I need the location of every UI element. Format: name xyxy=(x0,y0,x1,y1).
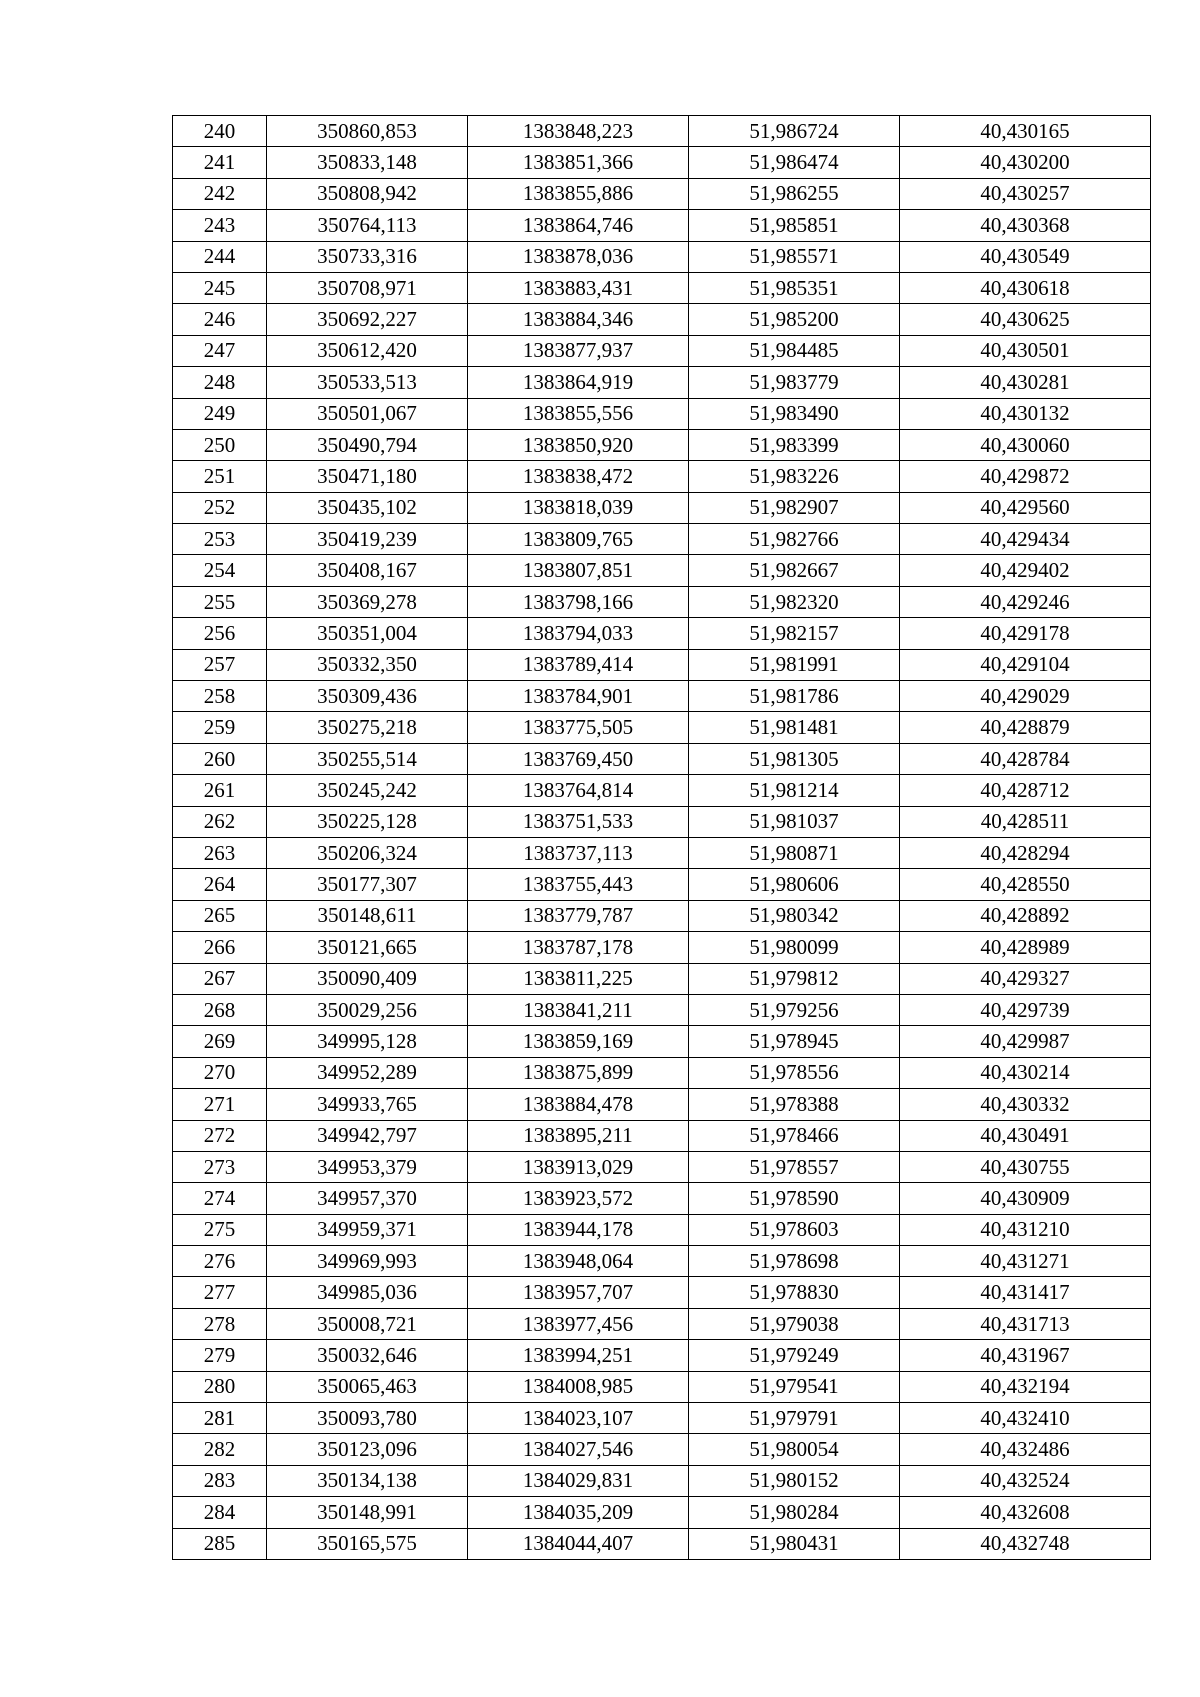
latitude-cell: 51,979038 xyxy=(689,1308,900,1339)
table-row xyxy=(173,524,1151,555)
point-number-cell: 248 xyxy=(173,367,267,398)
longitude-cell: 40,430060 xyxy=(900,429,1151,460)
table-row xyxy=(173,618,1151,649)
latitude-cell: 51,986255 xyxy=(689,178,900,209)
point-number-cell: 242 xyxy=(173,178,267,209)
table-row xyxy=(173,555,1151,586)
longitude-cell: 40,429872 xyxy=(900,461,1151,492)
y-coordinate-cell: 1383775,505 xyxy=(468,712,689,743)
y-coordinate-cell: 1383859,169 xyxy=(468,1026,689,1057)
longitude-cell: 40,430214 xyxy=(900,1057,1151,1088)
y-coordinate-cell: 1383848,223 xyxy=(468,116,689,147)
longitude-cell: 40,430257 xyxy=(900,178,1151,209)
longitude-cell: 40,431713 xyxy=(900,1308,1151,1339)
x-coordinate-cell: 350764,113 xyxy=(267,210,468,241)
table-row xyxy=(173,900,1151,931)
x-coordinate-cell: 350309,436 xyxy=(267,681,468,712)
latitude-cell: 51,985200 xyxy=(689,304,900,335)
y-coordinate-cell: 1383787,178 xyxy=(468,932,689,963)
latitude-cell: 51,979256 xyxy=(689,994,900,1025)
point-number-cell: 257 xyxy=(173,649,267,680)
table-row xyxy=(173,1434,1151,1465)
point-number-cell: 276 xyxy=(173,1246,267,1277)
y-coordinate-cell: 1383875,899 xyxy=(468,1057,689,1088)
table-row xyxy=(173,116,1151,147)
point-number-cell: 251 xyxy=(173,461,267,492)
x-coordinate-cell: 350275,218 xyxy=(267,712,468,743)
x-coordinate-cell: 350032,646 xyxy=(267,1340,468,1371)
latitude-cell: 51,980342 xyxy=(689,900,900,931)
point-number-cell: 253 xyxy=(173,524,267,555)
table-row xyxy=(173,1183,1151,1214)
x-coordinate-cell: 350369,278 xyxy=(267,586,468,617)
table-row xyxy=(173,1089,1151,1120)
y-coordinate-cell: 1383878,036 xyxy=(468,241,689,272)
y-coordinate-cell: 1384008,985 xyxy=(468,1371,689,1402)
longitude-cell: 40,430281 xyxy=(900,367,1151,398)
table-row xyxy=(173,304,1151,335)
y-coordinate-cell: 1383764,814 xyxy=(468,775,689,806)
x-coordinate-cell: 350165,575 xyxy=(267,1528,468,1559)
table-row xyxy=(173,775,1151,806)
y-coordinate-cell: 1383994,251 xyxy=(468,1340,689,1371)
latitude-cell: 51,980099 xyxy=(689,932,900,963)
point-number-cell: 264 xyxy=(173,869,267,900)
x-coordinate-cell: 350860,853 xyxy=(267,116,468,147)
x-coordinate-cell: 350708,971 xyxy=(267,272,468,303)
table-row xyxy=(173,743,1151,774)
latitude-cell: 51,978945 xyxy=(689,1026,900,1057)
table-row xyxy=(173,806,1151,837)
latitude-cell: 51,982766 xyxy=(689,524,900,555)
y-coordinate-cell: 1383884,346 xyxy=(468,304,689,335)
longitude-cell: 40,432486 xyxy=(900,1434,1151,1465)
latitude-cell: 51,979541 xyxy=(689,1371,900,1402)
longitude-cell: 40,431967 xyxy=(900,1340,1151,1371)
point-number-cell: 265 xyxy=(173,900,267,931)
y-coordinate-cell: 1383755,443 xyxy=(468,869,689,900)
table-row xyxy=(173,1371,1151,1402)
longitude-cell: 40,432410 xyxy=(900,1403,1151,1434)
point-number-cell: 263 xyxy=(173,837,267,868)
latitude-cell: 51,978603 xyxy=(689,1214,900,1245)
table-row xyxy=(173,837,1151,868)
latitude-cell: 51,985351 xyxy=(689,272,900,303)
longitude-cell: 40,429739 xyxy=(900,994,1151,1025)
longitude-cell: 40,430200 xyxy=(900,147,1151,178)
coordinates-table-body xyxy=(173,116,1151,1560)
x-coordinate-cell: 350471,180 xyxy=(267,461,468,492)
latitude-cell: 51,983779 xyxy=(689,367,900,398)
x-coordinate-cell: 349933,765 xyxy=(267,1089,468,1120)
latitude-cell: 51,981037 xyxy=(689,806,900,837)
point-number-cell: 252 xyxy=(173,492,267,523)
point-number-cell: 241 xyxy=(173,147,267,178)
x-coordinate-cell: 350225,128 xyxy=(267,806,468,837)
latitude-cell: 51,982157 xyxy=(689,618,900,649)
longitude-cell: 40,430909 xyxy=(900,1183,1151,1214)
x-coordinate-cell: 350533,513 xyxy=(267,367,468,398)
x-coordinate-cell: 349953,379 xyxy=(267,1151,468,1182)
point-number-cell: 249 xyxy=(173,398,267,429)
point-number-cell: 262 xyxy=(173,806,267,837)
x-coordinate-cell: 350065,463 xyxy=(267,1371,468,1402)
x-coordinate-cell: 350733,316 xyxy=(267,241,468,272)
longitude-cell: 40,428892 xyxy=(900,900,1151,931)
point-number-cell: 284 xyxy=(173,1497,267,1528)
y-coordinate-cell: 1383851,366 xyxy=(468,147,689,178)
point-number-cell: 279 xyxy=(173,1340,267,1371)
y-coordinate-cell: 1383798,166 xyxy=(468,586,689,617)
latitude-cell: 51,982667 xyxy=(689,555,900,586)
point-number-cell: 258 xyxy=(173,681,267,712)
point-number-cell: 273 xyxy=(173,1151,267,1182)
table-row xyxy=(173,241,1151,272)
table-row xyxy=(173,1151,1151,1182)
table-row xyxy=(173,1026,1151,1057)
point-number-cell: 282 xyxy=(173,1434,267,1465)
latitude-cell: 51,980152 xyxy=(689,1465,900,1496)
y-coordinate-cell: 1383779,787 xyxy=(468,900,689,931)
longitude-cell: 40,428294 xyxy=(900,837,1151,868)
point-number-cell: 277 xyxy=(173,1277,267,1308)
latitude-cell: 51,983399 xyxy=(689,429,900,460)
table-row xyxy=(173,1497,1151,1528)
point-number-cell: 274 xyxy=(173,1183,267,1214)
latitude-cell: 51,978830 xyxy=(689,1277,900,1308)
longitude-cell: 40,430501 xyxy=(900,335,1151,366)
longitude-cell: 40,429987 xyxy=(900,1026,1151,1057)
point-number-cell: 266 xyxy=(173,932,267,963)
y-coordinate-cell: 1383855,556 xyxy=(468,398,689,429)
y-coordinate-cell: 1383807,851 xyxy=(468,555,689,586)
y-coordinate-cell: 1383789,414 xyxy=(468,649,689,680)
longitude-cell: 40,429246 xyxy=(900,586,1151,617)
table-row xyxy=(173,367,1151,398)
x-coordinate-cell: 350692,227 xyxy=(267,304,468,335)
y-coordinate-cell: 1383884,478 xyxy=(468,1089,689,1120)
table-row xyxy=(173,461,1151,492)
table-row xyxy=(173,1057,1151,1088)
latitude-cell: 51,981305 xyxy=(689,743,900,774)
table-row xyxy=(173,586,1151,617)
latitude-cell: 51,980871 xyxy=(689,837,900,868)
x-coordinate-cell: 349957,370 xyxy=(267,1183,468,1214)
y-coordinate-cell: 1383977,456 xyxy=(468,1308,689,1339)
longitude-cell: 40,429029 xyxy=(900,681,1151,712)
x-coordinate-cell: 349985,036 xyxy=(267,1277,468,1308)
longitude-cell: 40,432608 xyxy=(900,1497,1151,1528)
y-coordinate-cell: 1383864,746 xyxy=(468,210,689,241)
x-coordinate-cell: 350148,611 xyxy=(267,900,468,931)
y-coordinate-cell: 1383818,039 xyxy=(468,492,689,523)
y-coordinate-cell: 1383948,064 xyxy=(468,1246,689,1277)
longitude-cell: 40,431271 xyxy=(900,1246,1151,1277)
longitude-cell: 40,429327 xyxy=(900,963,1151,994)
point-number-cell: 267 xyxy=(173,963,267,994)
longitude-cell: 40,432748 xyxy=(900,1528,1151,1559)
y-coordinate-cell: 1383850,920 xyxy=(468,429,689,460)
longitude-cell: 40,431417 xyxy=(900,1277,1151,1308)
y-coordinate-cell: 1383811,225 xyxy=(468,963,689,994)
latitude-cell: 51,980054 xyxy=(689,1434,900,1465)
table-row xyxy=(173,1214,1151,1245)
latitude-cell: 51,981786 xyxy=(689,681,900,712)
point-number-cell: 255 xyxy=(173,586,267,617)
point-number-cell: 259 xyxy=(173,712,267,743)
latitude-cell: 51,979791 xyxy=(689,1403,900,1434)
y-coordinate-cell: 1383841,211 xyxy=(468,994,689,1025)
point-number-cell: 281 xyxy=(173,1403,267,1434)
table-row xyxy=(173,272,1151,303)
longitude-cell: 40,429434 xyxy=(900,524,1151,555)
table-row xyxy=(173,1528,1151,1559)
longitude-cell: 40,430132 xyxy=(900,398,1151,429)
latitude-cell: 51,978590 xyxy=(689,1183,900,1214)
table-row xyxy=(173,1308,1151,1339)
table-row xyxy=(173,1340,1151,1371)
x-coordinate-cell: 350419,239 xyxy=(267,524,468,555)
point-number-cell: 261 xyxy=(173,775,267,806)
x-coordinate-cell: 349995,128 xyxy=(267,1026,468,1057)
longitude-cell: 40,430491 xyxy=(900,1120,1151,1151)
latitude-cell: 51,981481 xyxy=(689,712,900,743)
table-row xyxy=(173,649,1151,680)
latitude-cell: 51,982320 xyxy=(689,586,900,617)
table-row xyxy=(173,492,1151,523)
x-coordinate-cell: 350351,004 xyxy=(267,618,468,649)
latitude-cell: 51,978388 xyxy=(689,1089,900,1120)
point-number-cell: 254 xyxy=(173,555,267,586)
x-coordinate-cell: 349942,797 xyxy=(267,1120,468,1151)
y-coordinate-cell: 1383855,886 xyxy=(468,178,689,209)
x-coordinate-cell: 349969,993 xyxy=(267,1246,468,1277)
table-row xyxy=(173,681,1151,712)
x-coordinate-cell: 350435,102 xyxy=(267,492,468,523)
y-coordinate-cell: 1383883,431 xyxy=(468,272,689,303)
x-coordinate-cell: 350808,942 xyxy=(267,178,468,209)
latitude-cell: 51,983490 xyxy=(689,398,900,429)
longitude-cell: 40,429178 xyxy=(900,618,1151,649)
longitude-cell: 40,429402 xyxy=(900,555,1151,586)
x-coordinate-cell: 350008,721 xyxy=(267,1308,468,1339)
x-coordinate-cell: 350490,794 xyxy=(267,429,468,460)
longitude-cell: 40,428712 xyxy=(900,775,1151,806)
latitude-cell: 51,983226 xyxy=(689,461,900,492)
point-number-cell: 271 xyxy=(173,1089,267,1120)
y-coordinate-cell: 1383944,178 xyxy=(468,1214,689,1245)
y-coordinate-cell: 1383864,919 xyxy=(468,367,689,398)
x-coordinate-cell: 350255,514 xyxy=(267,743,468,774)
point-number-cell: 275 xyxy=(173,1214,267,1245)
table-row xyxy=(173,1465,1151,1496)
point-number-cell: 246 xyxy=(173,304,267,335)
x-coordinate-cell: 350121,665 xyxy=(267,932,468,963)
point-number-cell: 260 xyxy=(173,743,267,774)
y-coordinate-cell: 1384044,407 xyxy=(468,1528,689,1559)
y-coordinate-cell: 1384023,107 xyxy=(468,1403,689,1434)
x-coordinate-cell: 350029,256 xyxy=(267,994,468,1025)
x-coordinate-cell: 350177,307 xyxy=(267,869,468,900)
y-coordinate-cell: 1384029,831 xyxy=(468,1465,689,1496)
x-coordinate-cell: 350408,167 xyxy=(267,555,468,586)
y-coordinate-cell: 1383923,572 xyxy=(468,1183,689,1214)
y-coordinate-cell: 1383809,765 xyxy=(468,524,689,555)
x-coordinate-cell: 350206,324 xyxy=(267,837,468,868)
latitude-cell: 51,980431 xyxy=(689,1528,900,1559)
latitude-cell: 51,981214 xyxy=(689,775,900,806)
y-coordinate-cell: 1383794,033 xyxy=(468,618,689,649)
longitude-cell: 40,428550 xyxy=(900,869,1151,900)
longitude-cell: 40,428879 xyxy=(900,712,1151,743)
table-row xyxy=(173,963,1151,994)
y-coordinate-cell: 1383895,211 xyxy=(468,1120,689,1151)
table-row xyxy=(173,869,1151,900)
point-number-cell: 270 xyxy=(173,1057,267,1088)
x-coordinate-cell: 350093,780 xyxy=(267,1403,468,1434)
longitude-cell: 40,430368 xyxy=(900,210,1151,241)
latitude-cell: 51,985851 xyxy=(689,210,900,241)
table-row xyxy=(173,210,1151,241)
longitude-cell: 40,428989 xyxy=(900,932,1151,963)
x-coordinate-cell: 350833,148 xyxy=(267,147,468,178)
point-number-cell: 280 xyxy=(173,1371,267,1402)
point-number-cell: 278 xyxy=(173,1308,267,1339)
longitude-cell: 40,431210 xyxy=(900,1214,1151,1245)
table-row xyxy=(173,712,1151,743)
latitude-cell: 51,984485 xyxy=(689,335,900,366)
x-coordinate-cell: 349952,289 xyxy=(267,1057,468,1088)
y-coordinate-cell: 1384035,209 xyxy=(468,1497,689,1528)
x-coordinate-cell: 350501,067 xyxy=(267,398,468,429)
y-coordinate-cell: 1383769,450 xyxy=(468,743,689,774)
x-coordinate-cell: 349959,371 xyxy=(267,1214,468,1245)
y-coordinate-cell: 1384027,546 xyxy=(468,1434,689,1465)
point-number-cell: 247 xyxy=(173,335,267,366)
longitude-cell: 40,430332 xyxy=(900,1089,1151,1120)
point-number-cell: 250 xyxy=(173,429,267,460)
point-number-cell: 245 xyxy=(173,272,267,303)
latitude-cell: 51,985571 xyxy=(689,241,900,272)
latitude-cell: 51,980284 xyxy=(689,1497,900,1528)
point-number-cell: 283 xyxy=(173,1465,267,1496)
table-row xyxy=(173,994,1151,1025)
table-row xyxy=(173,1277,1151,1308)
point-number-cell: 272 xyxy=(173,1120,267,1151)
longitude-cell: 40,430165 xyxy=(900,116,1151,147)
point-number-cell: 240 xyxy=(173,116,267,147)
table-row xyxy=(173,932,1151,963)
x-coordinate-cell: 350148,991 xyxy=(267,1497,468,1528)
point-number-cell: 268 xyxy=(173,994,267,1025)
x-coordinate-cell: 350090,409 xyxy=(267,963,468,994)
longitude-cell: 40,430755 xyxy=(900,1151,1151,1182)
x-coordinate-cell: 350612,420 xyxy=(267,335,468,366)
y-coordinate-cell: 1383913,029 xyxy=(468,1151,689,1182)
latitude-cell: 51,979812 xyxy=(689,963,900,994)
table-row xyxy=(173,335,1151,366)
coordinates-table xyxy=(172,115,1151,1560)
point-number-cell: 256 xyxy=(173,618,267,649)
table-row xyxy=(173,178,1151,209)
longitude-cell: 40,428511 xyxy=(900,806,1151,837)
latitude-cell: 51,980606 xyxy=(689,869,900,900)
longitude-cell: 40,430618 xyxy=(900,272,1151,303)
longitude-cell: 40,432194 xyxy=(900,1371,1151,1402)
longitude-cell: 40,428784 xyxy=(900,743,1151,774)
latitude-cell: 51,978698 xyxy=(689,1246,900,1277)
point-number-cell: 285 xyxy=(173,1528,267,1559)
point-number-cell: 269 xyxy=(173,1026,267,1057)
x-coordinate-cell: 350134,138 xyxy=(267,1465,468,1496)
y-coordinate-cell: 1383751,533 xyxy=(468,806,689,837)
point-number-cell: 244 xyxy=(173,241,267,272)
table-row xyxy=(173,1403,1151,1434)
y-coordinate-cell: 1383784,901 xyxy=(468,681,689,712)
latitude-cell: 51,978556 xyxy=(689,1057,900,1088)
latitude-cell: 51,979249 xyxy=(689,1340,900,1371)
longitude-cell: 40,432524 xyxy=(900,1465,1151,1496)
longitude-cell: 40,430549 xyxy=(900,241,1151,272)
latitude-cell: 51,986474 xyxy=(689,147,900,178)
y-coordinate-cell: 1383737,113 xyxy=(468,837,689,868)
x-coordinate-cell: 350245,242 xyxy=(267,775,468,806)
latitude-cell: 51,981991 xyxy=(689,649,900,680)
latitude-cell: 51,982907 xyxy=(689,492,900,523)
longitude-cell: 40,430625 xyxy=(900,304,1151,335)
latitude-cell: 51,978466 xyxy=(689,1120,900,1151)
table-row xyxy=(173,147,1151,178)
x-coordinate-cell: 350332,350 xyxy=(267,649,468,680)
y-coordinate-cell: 1383838,472 xyxy=(468,461,689,492)
x-coordinate-cell: 350123,096 xyxy=(267,1434,468,1465)
y-coordinate-cell: 1383957,707 xyxy=(468,1277,689,1308)
point-number-cell: 243 xyxy=(173,210,267,241)
y-coordinate-cell: 1383877,937 xyxy=(468,335,689,366)
table-row xyxy=(173,398,1151,429)
table-row xyxy=(173,429,1151,460)
table-row xyxy=(173,1246,1151,1277)
latitude-cell: 51,978557 xyxy=(689,1151,900,1182)
latitude-cell: 51,986724 xyxy=(689,116,900,147)
longitude-cell: 40,429560 xyxy=(900,492,1151,523)
table-row xyxy=(173,1120,1151,1151)
longitude-cell: 40,429104 xyxy=(900,649,1151,680)
